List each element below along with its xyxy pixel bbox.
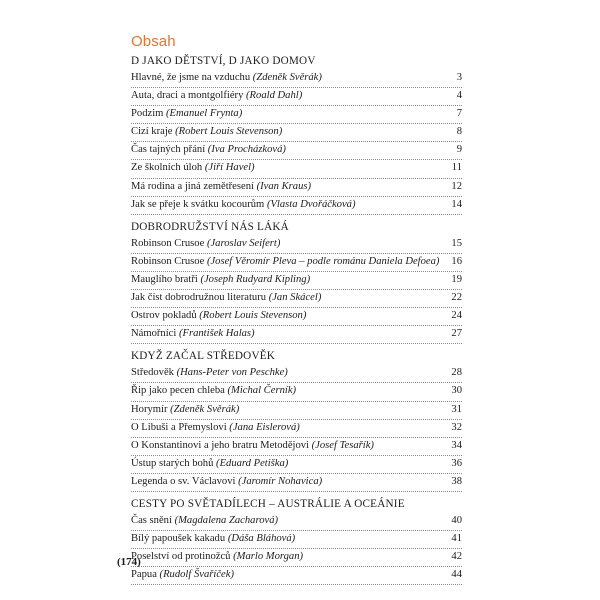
entry-author: (Marlo Morgan) xyxy=(233,551,304,563)
entry-title: Jak se přeje k svátku kocourům xyxy=(131,198,265,210)
entry-title: Čas snění xyxy=(131,514,172,526)
entry-page: 44 xyxy=(449,567,462,584)
entry-title: Řip jako pecen chleba xyxy=(131,385,225,397)
entry-title: Mauglího bratři xyxy=(131,273,198,285)
entry-page: 30 xyxy=(449,383,462,400)
toc-entry xyxy=(131,365,462,383)
toc-section xyxy=(131,496,462,585)
entry-title: Ostrov pokladů xyxy=(131,310,197,322)
toc-entry xyxy=(131,142,462,160)
entry-page: 15 xyxy=(449,236,462,253)
entry-author: (František Halas) xyxy=(178,328,255,340)
toc-entry xyxy=(131,438,462,456)
entry-page: 38 xyxy=(449,474,462,491)
toc-entry xyxy=(131,567,462,585)
entry-author: (Robert Louis Stevenson) xyxy=(199,310,307,322)
entry-page: 14 xyxy=(449,197,462,214)
entry-title: Bílý papoušek kakadu xyxy=(131,533,226,545)
toc-entry xyxy=(131,420,462,438)
toc-entry xyxy=(131,513,462,531)
section-title: D JAKO DĚTSTVÍ, D JAKO DOMOV xyxy=(131,55,316,67)
entry-title: Robinson Crusoe xyxy=(131,255,205,267)
entry-page: 16 xyxy=(449,254,462,271)
toc-entry xyxy=(131,474,462,492)
toc-entry xyxy=(131,383,462,401)
toc-section xyxy=(131,53,462,215)
entry-page: 3 xyxy=(455,70,462,87)
toc-entry xyxy=(131,70,462,88)
toc-entry xyxy=(131,456,462,474)
toc-entry xyxy=(131,197,462,215)
entry-title: Námořníci xyxy=(131,328,177,340)
toc-entry xyxy=(131,531,462,549)
entry-title: Má rodina a jiná zemětřesení xyxy=(131,180,254,192)
toc-entry xyxy=(131,549,462,567)
entry-title: Podzim xyxy=(131,108,164,120)
entry-author: (Eduard Petiška) xyxy=(216,457,289,469)
entry-page: 28 xyxy=(449,365,462,382)
toc-entry xyxy=(131,106,462,124)
entry-author: (Josef Tesařík) xyxy=(311,439,374,451)
entry-author: (Hans-Peter von Peschke) xyxy=(176,367,288,379)
entry-page: 36 xyxy=(449,456,462,473)
entry-page: 42 xyxy=(449,549,462,566)
entry-author: (Joseph Rudyard Kipling) xyxy=(200,273,311,285)
entry-title: Hlavné, že jsme na vzduchu xyxy=(131,72,251,83)
entry-author: (Michal Černík) xyxy=(227,385,297,397)
toc-entry xyxy=(131,308,462,326)
toc-section xyxy=(131,219,462,345)
section-title: DOBRODRUŽSTVÍ NÁS LÁKÁ xyxy=(131,220,289,233)
entry-page: 11 xyxy=(450,160,462,177)
entry-author: (Magdalena Zacharová) xyxy=(174,514,279,526)
entry-title: Cizí kraje xyxy=(131,126,173,138)
entry-title: Čas tajných přání xyxy=(131,144,206,156)
toc-entry xyxy=(131,272,462,290)
entry-title: Ze školních úloh xyxy=(131,162,203,174)
toc-entry xyxy=(131,88,462,106)
entry-title: Poselství od protinožců xyxy=(131,551,231,563)
entry-page: 40 xyxy=(449,513,462,530)
entry-title: Horymír xyxy=(131,403,168,415)
entry-page: 19 xyxy=(449,272,462,289)
entry-author: (Jiří Havel) xyxy=(204,162,255,174)
entry-title: O Libuši a Přemyslovi xyxy=(131,421,227,433)
entry-page: 31 xyxy=(449,402,462,419)
entry-author: (Robert Louis Stevenson) xyxy=(175,126,283,138)
entry-title: Středověk xyxy=(131,367,174,379)
toc-section xyxy=(131,348,462,492)
entry-author: (Roald Dahl) xyxy=(246,90,303,102)
entry-title: Robinson Crusoe xyxy=(131,237,205,249)
entry-title: Jak číst dobrodružnou literaturu xyxy=(131,292,267,304)
toc-entry xyxy=(131,402,462,420)
entry-title: Ústup starých bohů xyxy=(131,457,214,469)
entry-title: Papua xyxy=(131,569,157,581)
entry-page: 4 xyxy=(455,88,462,105)
page-number: (174) xyxy=(117,556,141,568)
entry-author: (Jan Skácel) xyxy=(268,292,322,304)
entry-page: 8 xyxy=(455,124,462,141)
entry-page: 7 xyxy=(455,106,462,123)
table-of-contents xyxy=(131,53,462,589)
entry-author: (Iva Procházková) xyxy=(207,144,286,156)
entry-author: (Zdeněk Svěrák) xyxy=(252,72,322,83)
entry-page: 9 xyxy=(455,142,462,159)
toc-entry xyxy=(131,160,462,178)
entry-author: (Zdeněk Svěrák) xyxy=(170,403,240,415)
page-title: Obsah xyxy=(131,33,176,50)
entry-page: 41 xyxy=(449,531,462,548)
toc-entry xyxy=(131,124,462,142)
entry-author: (Josef Věromír Pleva – podle románu Daniela Defoea) xyxy=(206,255,440,267)
toc-entry xyxy=(131,254,462,272)
entry-author: (Jaroslav Seifert) xyxy=(206,237,281,249)
entry-page: 12 xyxy=(449,179,462,196)
entry-author: (Ivan Kraus) xyxy=(256,180,312,192)
entry-page: 22 xyxy=(449,290,462,307)
section-title: CESTY PO SVĚTADÍLECH – AUSTRÁLIE A OCEÁNIE xyxy=(131,497,405,510)
toc-entry xyxy=(131,236,462,254)
entry-page: 27 xyxy=(449,326,462,343)
entry-page: 34 xyxy=(449,438,462,455)
entry-title: O Konstantinovi a jeho bratru Metodějovi xyxy=(131,439,309,451)
entry-author: (Emanuel Frynta) xyxy=(166,108,243,120)
entry-author: (Dáša Bláhová) xyxy=(227,533,296,545)
entry-title: Legenda o sv. Václavovi xyxy=(131,475,236,487)
toc-entry xyxy=(131,290,462,308)
toc-entry xyxy=(131,179,462,197)
entry-author: (Jana Eislerová) xyxy=(229,421,300,433)
entry-author: (Jaromír Nohavica) xyxy=(238,475,323,487)
toc-entry xyxy=(131,326,462,344)
entry-author: (Vlasta Dvořáčková) xyxy=(266,198,356,210)
section-title: KDYŽ ZAČAL STŘEDOVĚK xyxy=(131,350,276,363)
entry-page: 24 xyxy=(449,308,462,325)
entry-author: (Rudolf Švaříček) xyxy=(159,569,234,581)
entry-title: Auta, draci a montgolfiéry xyxy=(131,90,244,102)
entry-page: 32 xyxy=(449,420,462,437)
